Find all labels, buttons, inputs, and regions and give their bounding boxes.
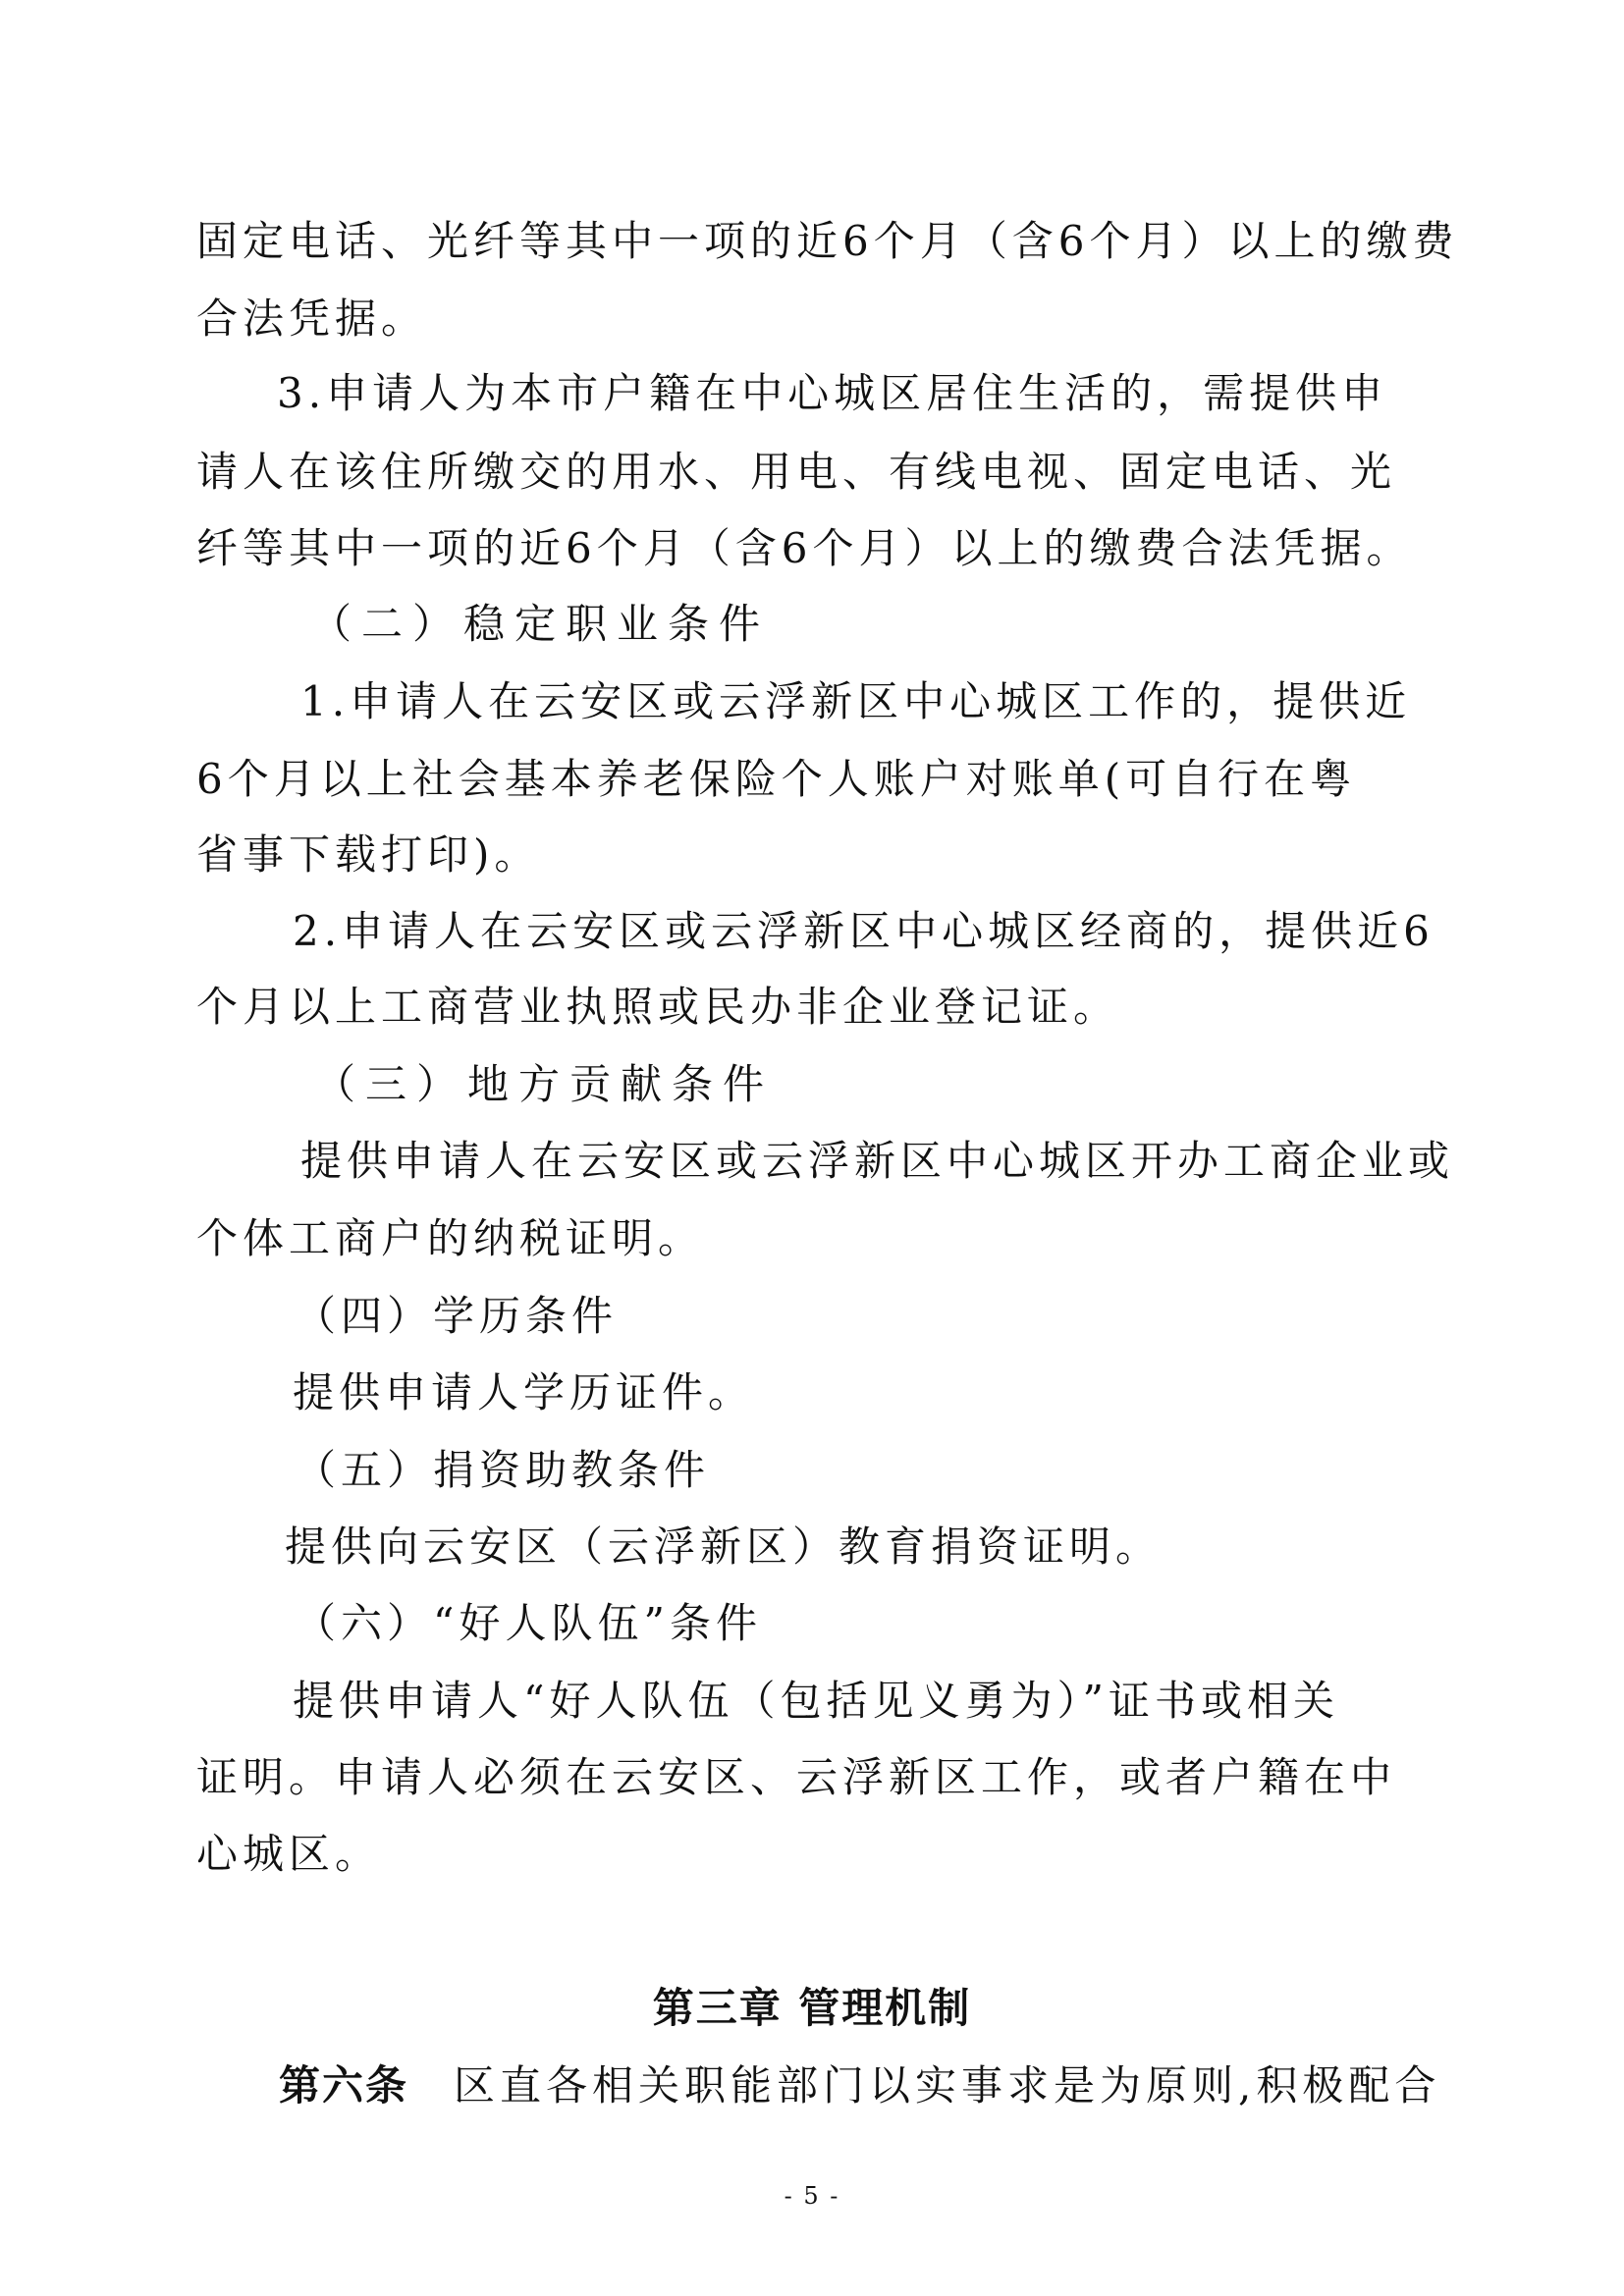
article-text: 区直各相关职能部门以实事求是为原则,积极配合 xyxy=(454,2061,1441,2109)
chapter-heading: 第三章 管理机制 xyxy=(652,1984,972,2032)
paragraph-line: 提供向云安区（云浮新区）教育捐资证明。 xyxy=(285,1522,1163,1571)
paragraph-line: 3.申请人为本市户籍在中心城区居住生活的，需提供申 xyxy=(277,369,1388,417)
paragraph-line: 合法凭据。 xyxy=(196,294,428,343)
paragraph-line: 个体工商户的纳税证明。 xyxy=(196,1214,705,1262)
paragraph-line: 1.申请人在云安区或云浮新区中心城区工作的，提供近 xyxy=(300,677,1412,725)
paragraph-line: 请人在该住所缴交的用水、用电、有线电视、固定电话、光 xyxy=(196,448,1397,496)
section-heading: （六）“好人队伍”条件 xyxy=(295,1599,762,1647)
paragraph-line: 省事下载打印)。 xyxy=(196,830,541,879)
paragraph-line: 固定电话、光纤等其中一项的近6个月（含6个月）以上的缴费 xyxy=(196,217,1459,265)
article-paragraph xyxy=(279,2056,1440,2115)
article-label: 第六条 xyxy=(279,2061,409,2109)
page-number: - 5 - xyxy=(784,2182,840,2210)
paragraph-line: 心城区。 xyxy=(196,1830,382,1878)
section-heading: （四）学历条件 xyxy=(295,1292,619,1340)
paragraph-line: 证明。申请人必须在云安区、云浮新区工作，或者户籍在中 xyxy=(196,1753,1397,1801)
paragraph-line: 个月以上工商营业执照或民办非企业登记证。 xyxy=(196,983,1120,1031)
paragraph-line: 提供申请人在云安区或云浮新区中心城区开办工商企业或 xyxy=(300,1137,1455,1185)
paragraph-line: 提供申请人“好人队伍（包括见义勇为）”证书或相关 xyxy=(293,1677,1339,1725)
section-heading: （二）稳定职业条件 xyxy=(310,600,771,648)
section-heading: （三）地方贡献条件 xyxy=(314,1060,775,1108)
paragraph-line: 纤等其中一项的近6个月（含6个月）以上的缴费合法凭据。 xyxy=(196,524,1413,572)
paragraph-line: 6个月以上社会基本养老保险个人账户对账单(可自行在粤 xyxy=(196,755,1357,803)
section-heading: （五）捐资助教条件 xyxy=(295,1446,711,1494)
paragraph-line: 提供申请人学历证件。 xyxy=(293,1368,755,1416)
paragraph-line: 2.申请人在云安区或云浮新区中心城区经商的，提供近6 xyxy=(293,907,1435,955)
